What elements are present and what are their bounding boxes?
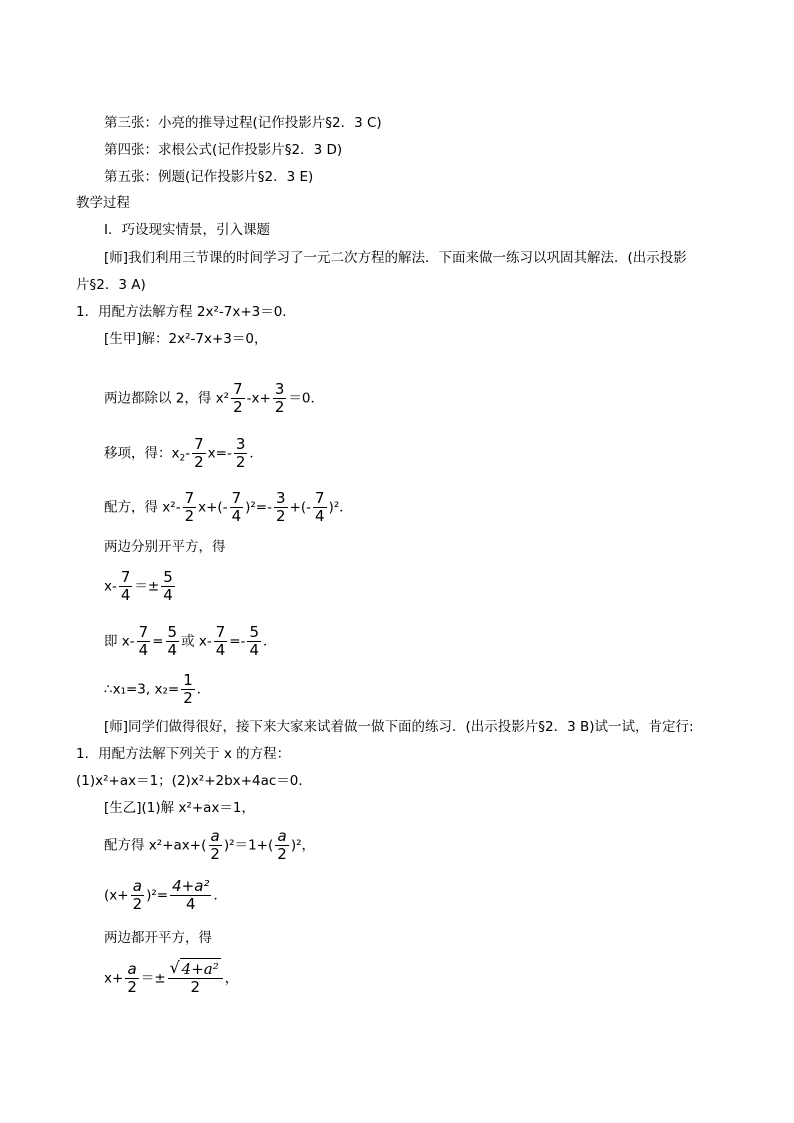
step-roots-text: ∴x₁=3, x₂= <box>104 681 180 698</box>
step-cases <box>104 625 277 658</box>
fraction-5-4 <box>247 625 261 658</box>
frac-num: 3 <box>276 489 286 507</box>
line-slide-4: 第四张：求根公式(记作投影片§2．3 D) <box>104 142 343 158</box>
fraction-a-2 <box>125 962 139 995</box>
step-b-sr-post: ， <box>224 970 239 987</box>
step-divide-text: 两边都除以 2，得 x² <box>104 390 230 407</box>
fraction-3-2 <box>274 491 288 524</box>
frac-den: 2 <box>184 507 195 525</box>
frac-num: a <box>132 877 142 895</box>
frac-den: 2 <box>277 845 287 863</box>
step-divide-mid: -x+ <box>246 390 271 407</box>
fraction-7-2 <box>192 437 206 470</box>
frac-den: 4 <box>120 586 131 604</box>
subsection-heading: Ⅰ．巧设现实情景，引入课题 <box>104 222 270 238</box>
fraction-7-4 <box>214 625 228 658</box>
frac-num: 7 <box>194 435 204 453</box>
step-sqrt-pm: ＝± <box>134 578 160 595</box>
fraction-7-4 <box>230 491 244 524</box>
frac-den: 2 <box>274 398 285 416</box>
student-b-solution: [生乙](1)解 x²+ax＝1， <box>104 800 256 816</box>
fraction-7-2 <box>183 491 197 524</box>
step-roots <box>104 673 210 706</box>
frac-num: 5 <box>249 623 259 641</box>
fraction-3-2 <box>234 437 248 470</box>
frac-num: 7 <box>184 489 195 507</box>
fraction-4a2-4 <box>170 879 211 912</box>
frac-den: 4 <box>215 641 226 659</box>
step-cases-eq: = <box>152 633 164 650</box>
sqrt-symbol <box>169 958 221 978</box>
frac-den: 2 <box>190 978 200 996</box>
line-slide-5: 第五张：例题(记作投影片§2．3 E) <box>104 169 314 185</box>
frac-den: 2 <box>194 453 204 471</box>
step-b-sf-post: ． <box>213 887 227 904</box>
frac-num: 7 <box>215 623 226 641</box>
fraction-3-2 <box>273 382 287 415</box>
frac-den: 2 <box>233 398 243 416</box>
step-b-sqrt-result <box>104 958 239 996</box>
step-cs-c: +(- <box>289 499 311 516</box>
exercise-2: 1．用配方法解下列关于 x 的方程： <box>76 746 291 762</box>
frac-den: 2 <box>183 689 193 707</box>
step-sqrt-result <box>104 570 177 603</box>
frac-den: 2 <box>276 507 286 525</box>
step-transpose: 移项，得：$x_2-$ $\frac{7}{2}$ x=- $\frac{3}{2}$ ． <box>104 435 263 471</box>
frac-den: 4 <box>186 895 196 913</box>
frac-num: 7 <box>231 489 242 507</box>
step-sqrt-x: x- <box>104 578 117 595</box>
frac-num: 4+a² <box>172 877 210 895</box>
frac-num: 3 <box>235 435 246 453</box>
frac-num: a <box>210 827 220 845</box>
frac-num: 1 <box>183 671 193 689</box>
frac-den: 4 <box>315 507 325 525</box>
step-cases-pre: 即 x- <box>104 633 135 650</box>
step-b-square-form <box>104 879 227 912</box>
step-sqrt-label: 两边分别开平方，得 <box>104 539 226 555</box>
fraction-7-4 <box>137 625 151 658</box>
frac-num: a <box>277 827 287 845</box>
step-cs-a: x+(- <box>198 499 228 516</box>
frac-num: 7 <box>120 568 131 586</box>
step-roots-end: ． <box>196 681 211 698</box>
fraction-a-2 <box>275 829 289 862</box>
radicand: 4+a² <box>181 960 219 978</box>
frac-num: 7 <box>233 380 243 398</box>
fraction-1-2 <box>181 673 195 706</box>
step-cs-text: 配方，得 x²- <box>104 499 181 516</box>
subscript: 2 <box>179 453 186 464</box>
exercise-2-parts: (1)x²+ax＝1；(2)x²+2bx+4ac＝0． <box>76 773 312 789</box>
frac-num: 3 <box>274 380 285 398</box>
frac-den: 4 <box>231 507 242 525</box>
step-b-sr-pre: x+ <box>104 970 124 987</box>
frac-den: 4 <box>167 641 178 659</box>
step-b-cs-mid: )²＝1+( <box>223 837 274 854</box>
step-complete-square <box>104 491 353 524</box>
fraction-a-2 <box>131 879 145 912</box>
step-b-cs-post: )²， <box>290 837 315 854</box>
frac-num: 7 <box>315 489 325 507</box>
fraction-7-2 <box>231 382 245 415</box>
frac-den: 2 <box>235 453 246 471</box>
fraction-a-2 <box>208 829 222 862</box>
teacher-intro-cont: 片§2．3 A) <box>76 277 146 293</box>
step-cases-end: ． <box>263 633 277 650</box>
radical-sign: √ <box>169 958 180 977</box>
step-b-sr-pm: ＝± <box>140 970 166 987</box>
frac-den: 2 <box>132 895 143 913</box>
frac-den: 4 <box>138 641 149 659</box>
step-b-sf-pre: (x+ <box>104 887 129 904</box>
student-a-solution: [生甲]解：2x²-7x+3＝0， <box>104 331 268 347</box>
frac-num <box>168 958 223 979</box>
fraction-7-4 <box>119 570 133 603</box>
step-cases-eq2: =- <box>229 633 246 650</box>
frac-den: 4 <box>163 586 173 604</box>
frac-num: 5 <box>167 623 178 641</box>
step-b-sqrt-label: 两边都开平方，得 <box>104 930 212 946</box>
fraction-5-4 <box>166 625 180 658</box>
step-divide-post: ＝0． <box>288 390 324 407</box>
step-transpose-mid: x=- <box>207 445 232 462</box>
step-b-cs-pre: 配方得 x²+ax+( <box>104 837 207 854</box>
step-b-complete-square <box>104 829 315 862</box>
step-b-sf-mid: )²= <box>146 887 169 904</box>
frac-den: 2 <box>210 845 220 863</box>
fraction-7-4 <box>313 491 327 524</box>
line-slide-3: 第三张：小亮的推导过程(记作投影片§2．3 C) <box>104 115 382 131</box>
fraction-sqrt-4a2-2 <box>168 958 223 996</box>
section-heading: 教学过程 <box>76 195 130 211</box>
exercise-1: 1．用配方法解方程 2x²-7x+3＝0． <box>76 304 296 320</box>
frac-num: a <box>127 960 137 978</box>
teacher-praise: [师]同学们做得很好，接下来大家来试着做一做下面的练习．(出示投影片§2．3 B)试一试，肯定行: <box>104 719 694 735</box>
step-divide <box>104 382 324 415</box>
step-cases-or: 或 x- <box>181 633 212 650</box>
fraction-5-4 <box>161 570 175 603</box>
step-cs-d: )²． <box>328 499 353 516</box>
frac-num: 5 <box>163 568 173 586</box>
step-transpose-text: 移项，得：x <box>104 445 180 462</box>
frac-den: 4 <box>249 641 259 659</box>
step-transpose-post: ． <box>249 445 263 462</box>
frac-den: 2 <box>127 978 137 996</box>
frac-num: 7 <box>138 623 149 641</box>
step-cs-b: )²=- <box>245 499 272 516</box>
teacher-intro: [师]我们利用三节课的时间学习了一元二次方程的解法．下面来做一练习以巩固其解法．(出示投影 <box>104 250 687 266</box>
